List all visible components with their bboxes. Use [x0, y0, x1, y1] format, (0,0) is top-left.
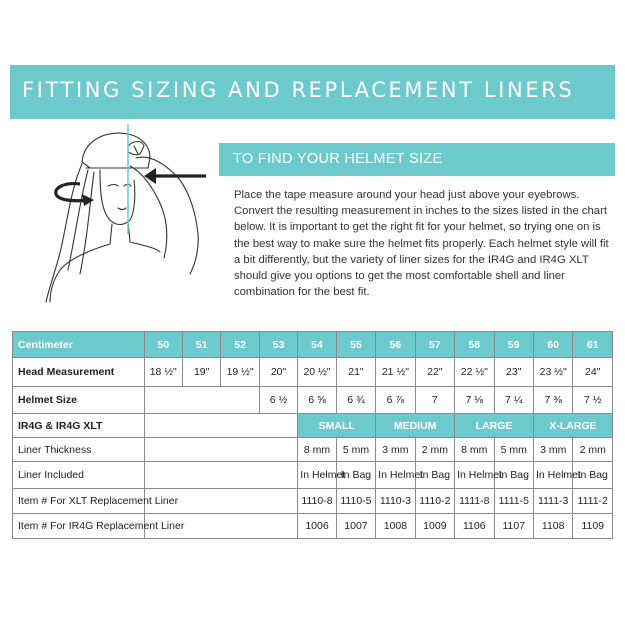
table-cell: 1111-8 [455, 489, 494, 514]
table-cell: 24" [573, 358, 613, 387]
table-cell: In Helmet [298, 462, 336, 489]
table-cell: 7 ⅛ [455, 387, 494, 414]
table-cell: 54 [298, 332, 336, 358]
section-title: TO FIND YOUR HELMET SIZE [233, 151, 443, 167]
table-cell: 3 mm [376, 438, 415, 462]
table-cell: 55 [336, 332, 375, 358]
table-cell: 1110-5 [336, 489, 375, 514]
table-cell: 18 ½" [144, 358, 182, 387]
table-cell: In Bag [573, 462, 613, 489]
woman-measuring-head-illustration [10, 124, 218, 304]
size-large: LARGE [455, 414, 534, 438]
table-cell: 57 [415, 332, 454, 358]
row-label: Liner Thickness [13, 438, 145, 462]
table-cell: 1008 [376, 514, 415, 539]
table-cell: 20 ½" [298, 358, 336, 387]
empty-cell [144, 462, 298, 489]
empty-cell [144, 414, 298, 438]
table-cell: In Helmet [533, 462, 572, 489]
table-cell: 1110-2 [415, 489, 454, 514]
page-title: FITTING SIZING AND REPLACEMENT LINERS [22, 78, 575, 102]
row-label: Item # For XLT Replacement Liner [13, 489, 145, 514]
size-medium: MEDIUM [376, 414, 455, 438]
models-size-row [13, 414, 613, 438]
table-cell: 6 ¾ [336, 387, 375, 414]
table-cell: 61 [573, 332, 613, 358]
liner-thickness-row [13, 438, 613, 462]
table-cell: 6 ⅝ [298, 387, 336, 414]
table-cell: 23 ½" [533, 358, 572, 387]
table-cell: In Helmet [455, 462, 494, 489]
table-cell: 5 mm [494, 438, 533, 462]
row-label: IR4G & IR4G XLT [13, 414, 145, 438]
ir4g-item-row [13, 514, 613, 539]
table-cell: 60 [533, 332, 572, 358]
table-cell: 7 ⅜ [533, 387, 572, 414]
table-cell: 1111-2 [573, 489, 613, 514]
table-cell: 52 [221, 332, 259, 358]
table-cell: 6 ½ [259, 387, 297, 414]
table-cell: 59 [494, 332, 533, 358]
empty-cell [144, 387, 259, 414]
table-cell: 20" [259, 358, 297, 387]
sizing-table [12, 331, 613, 539]
table-cell: 53 [259, 332, 297, 358]
centimeter-row [13, 332, 613, 358]
table-cell: 1007 [336, 514, 375, 539]
table-cell: 1109 [573, 514, 613, 539]
table-cell: In Helmet [376, 462, 415, 489]
table-cell: 22 ½" [455, 358, 494, 387]
row-label: Liner Included [13, 462, 145, 489]
table-cell: 7 [415, 387, 454, 414]
table-cell: 3 mm [533, 438, 572, 462]
table-cell: 1111-3 [533, 489, 572, 514]
row-label: Helmet Size [13, 387, 145, 414]
helmet-outline [82, 133, 150, 168]
table-cell: 1106 [455, 514, 494, 539]
face-outline [100, 170, 135, 225]
row-label: Centimeter [13, 332, 145, 358]
size-x-large: X-LARGE [533, 414, 612, 438]
table-cell: 7 ¼ [494, 387, 533, 414]
xlt-item-row [13, 489, 613, 514]
table-cell: 1107 [494, 514, 533, 539]
table-cell: 50 [144, 332, 182, 358]
table-cell: In Bag [494, 462, 533, 489]
section-header [219, 143, 615, 176]
title-banner [10, 65, 615, 119]
table-cell: 7 ½ [573, 387, 613, 414]
table-cell: 58 [455, 332, 494, 358]
liner-included-row [13, 462, 613, 489]
empty-cell [144, 438, 298, 462]
table-cell: 21" [336, 358, 375, 387]
table-cell: 2 mm [415, 438, 454, 462]
table-cell: In Bag [336, 462, 375, 489]
table-cell: 19 ½" [221, 358, 259, 387]
table-cell: 1111-5 [494, 489, 533, 514]
instructions-paragraph: Place the tape measure around your head just above your eyebrows. Convert the resulting measurement in inches to the sizes listed in the chart below. It is important to get the right fit for your helmet, so trying one on is the best way to make sure the helmet fits properly. Each helmet style will fit a bit differently, but the variety of liner sizes for the IR4G and IR4G XLT should give you options to get the most comfortable shell and liner combination for the best fit. [234, 189, 609, 299]
table-cell: 56 [376, 332, 415, 358]
table-cell: 5 mm [336, 438, 375, 462]
table-cell: 19" [182, 358, 220, 387]
table-cell: 1006 [298, 514, 336, 539]
hand [128, 142, 144, 155]
table-cell: 8 mm [455, 438, 494, 462]
head-measurement-row [13, 358, 613, 387]
table-cell: 23" [494, 358, 533, 387]
table-cell: 1110-8 [298, 489, 336, 514]
table-cell: 22" [415, 358, 454, 387]
table-cell: 6 ⅞ [376, 387, 415, 414]
table-cell: 1108 [533, 514, 572, 539]
helmet-size-row [13, 387, 613, 414]
neck [110, 224, 112, 244]
arrow-left-icon [144, 168, 156, 184]
table-cell: 1110-3 [376, 489, 415, 514]
row-label: Item # For IR4G Replacement Liner [13, 514, 145, 539]
row-label: Head Measurement [13, 358, 145, 387]
table-cell: 8 mm [298, 438, 336, 462]
table-cell: 2 mm [573, 438, 613, 462]
size-small: SMALL [298, 414, 376, 438]
table-cell: 21 ½" [376, 358, 415, 387]
table-cell: 1009 [415, 514, 454, 539]
table-cell: 51 [182, 332, 220, 358]
table-cell: In Bag [415, 462, 454, 489]
